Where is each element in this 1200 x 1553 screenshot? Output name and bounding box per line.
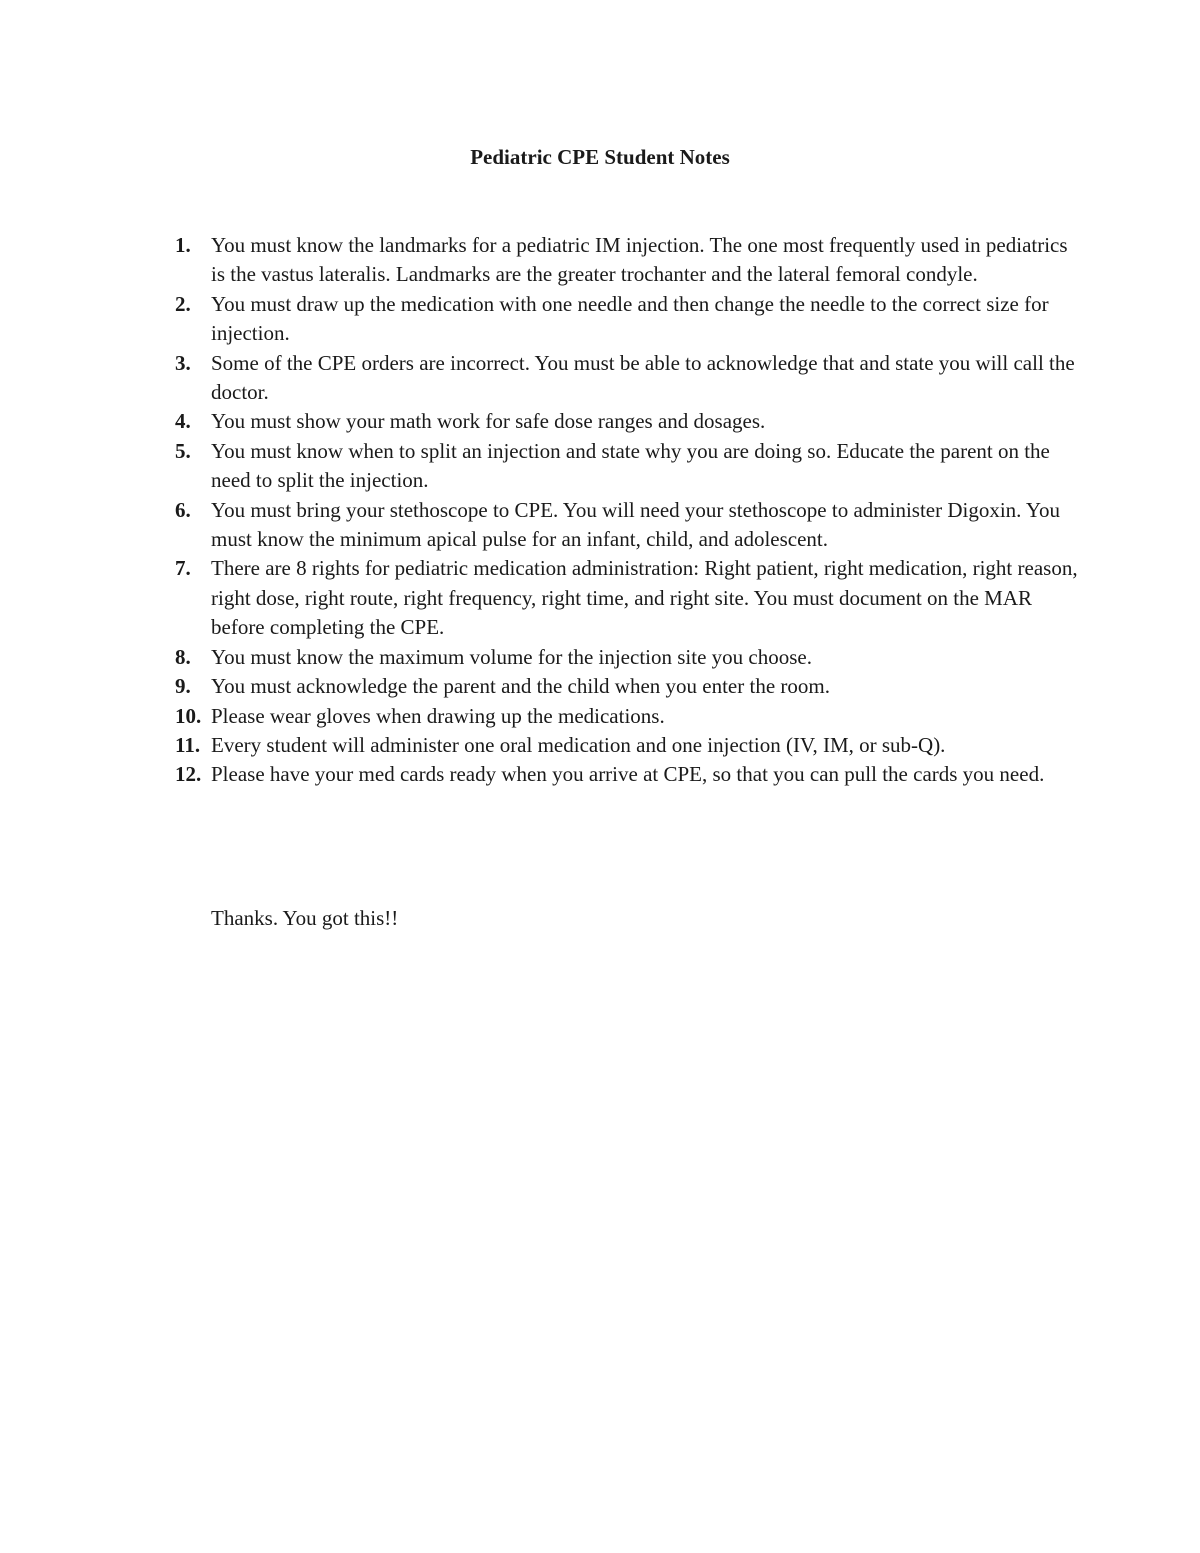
- list-item-number: 2.: [175, 291, 191, 316]
- list-item-text: Please have your med cards ready when you arrive at CPE, so that you can pull the cards you need.: [211, 762, 1045, 787]
- list-item-number: 4.: [175, 409, 191, 434]
- list-item: [175, 702, 1081, 731]
- list-item: [175, 731, 1081, 760]
- list-item-number: 5.: [175, 438, 191, 463]
- list-item-text: You must draw up the medication with one needle and then change the needle to the correct size for injection.: [211, 291, 1049, 346]
- list-item-number: 11.: [175, 732, 201, 757]
- list-item: [175, 407, 1081, 436]
- list-item: [175, 496, 1081, 555]
- list-item: [175, 349, 1081, 408]
- page-title: Pediatric CPE Student Notes: [470, 145, 730, 169]
- list-item-number: 10.: [175, 703, 202, 728]
- list-item-number: 9.: [175, 674, 191, 699]
- list-item: [175, 672, 1081, 701]
- list-item: [175, 437, 1081, 496]
- list-item-text: You must bring your stethoscope to CPE. You will need your stethoscope to administer Digoxin. You must know the minimum apical pulse for an infant, child, and adolescent.: [211, 497, 1060, 552]
- list-item-number: 12.: [175, 762, 202, 787]
- list-item-text: You must show your math work for safe dose ranges and dosages.: [211, 409, 766, 434]
- list-item: [175, 231, 1081, 290]
- list-item-text: Some of the CPE orders are incorrect. You must be able to acknowledge that and state you will call the doctor.: [211, 350, 1075, 405]
- closing-remark: Thanks. You got this!!: [211, 906, 399, 930]
- list-item: [175, 554, 1081, 642]
- list-item: [175, 290, 1081, 349]
- list-item-text: You must know the maximum volume for the injection site you choose.: [211, 644, 812, 669]
- list-item-text: There are 8 rights for pediatric medication administration: Right patient, right medication, right reason, right dose, right route, right frequency, right time, and right site. You must document on the MAR before completing the CPE.: [211, 556, 1078, 640]
- list-item-text: You must know the landmarks for a pediatric IM injection. The one most frequently used in pediatrics is the vastus lateralis. Landmarks are the greater trochanter and the lateral femoral condyle.: [211, 233, 1068, 287]
- list-item-number: 8.: [175, 644, 191, 669]
- list-item: [175, 643, 1081, 672]
- list-item-number: 7.: [175, 556, 191, 581]
- notes-list: [175, 231, 1081, 790]
- list-item-number: 3.: [175, 350, 191, 375]
- list-item-number: 1.: [175, 233, 191, 257]
- list-item: [175, 760, 1081, 789]
- list-item-text: You must know when to split an injection and state why you are doing so. Educate the parent on the need to split the injection.: [211, 438, 1050, 493]
- list-item-text: Every student will administer one oral medication and one injection (IV, IM, or sub-Q).: [211, 732, 946, 757]
- list-item-text: You must acknowledge the parent and the child when you enter the room.: [211, 674, 830, 699]
- list-item-text: Please wear gloves when drawing up the medications.: [211, 703, 665, 728]
- list-item-number: 6.: [175, 497, 191, 522]
